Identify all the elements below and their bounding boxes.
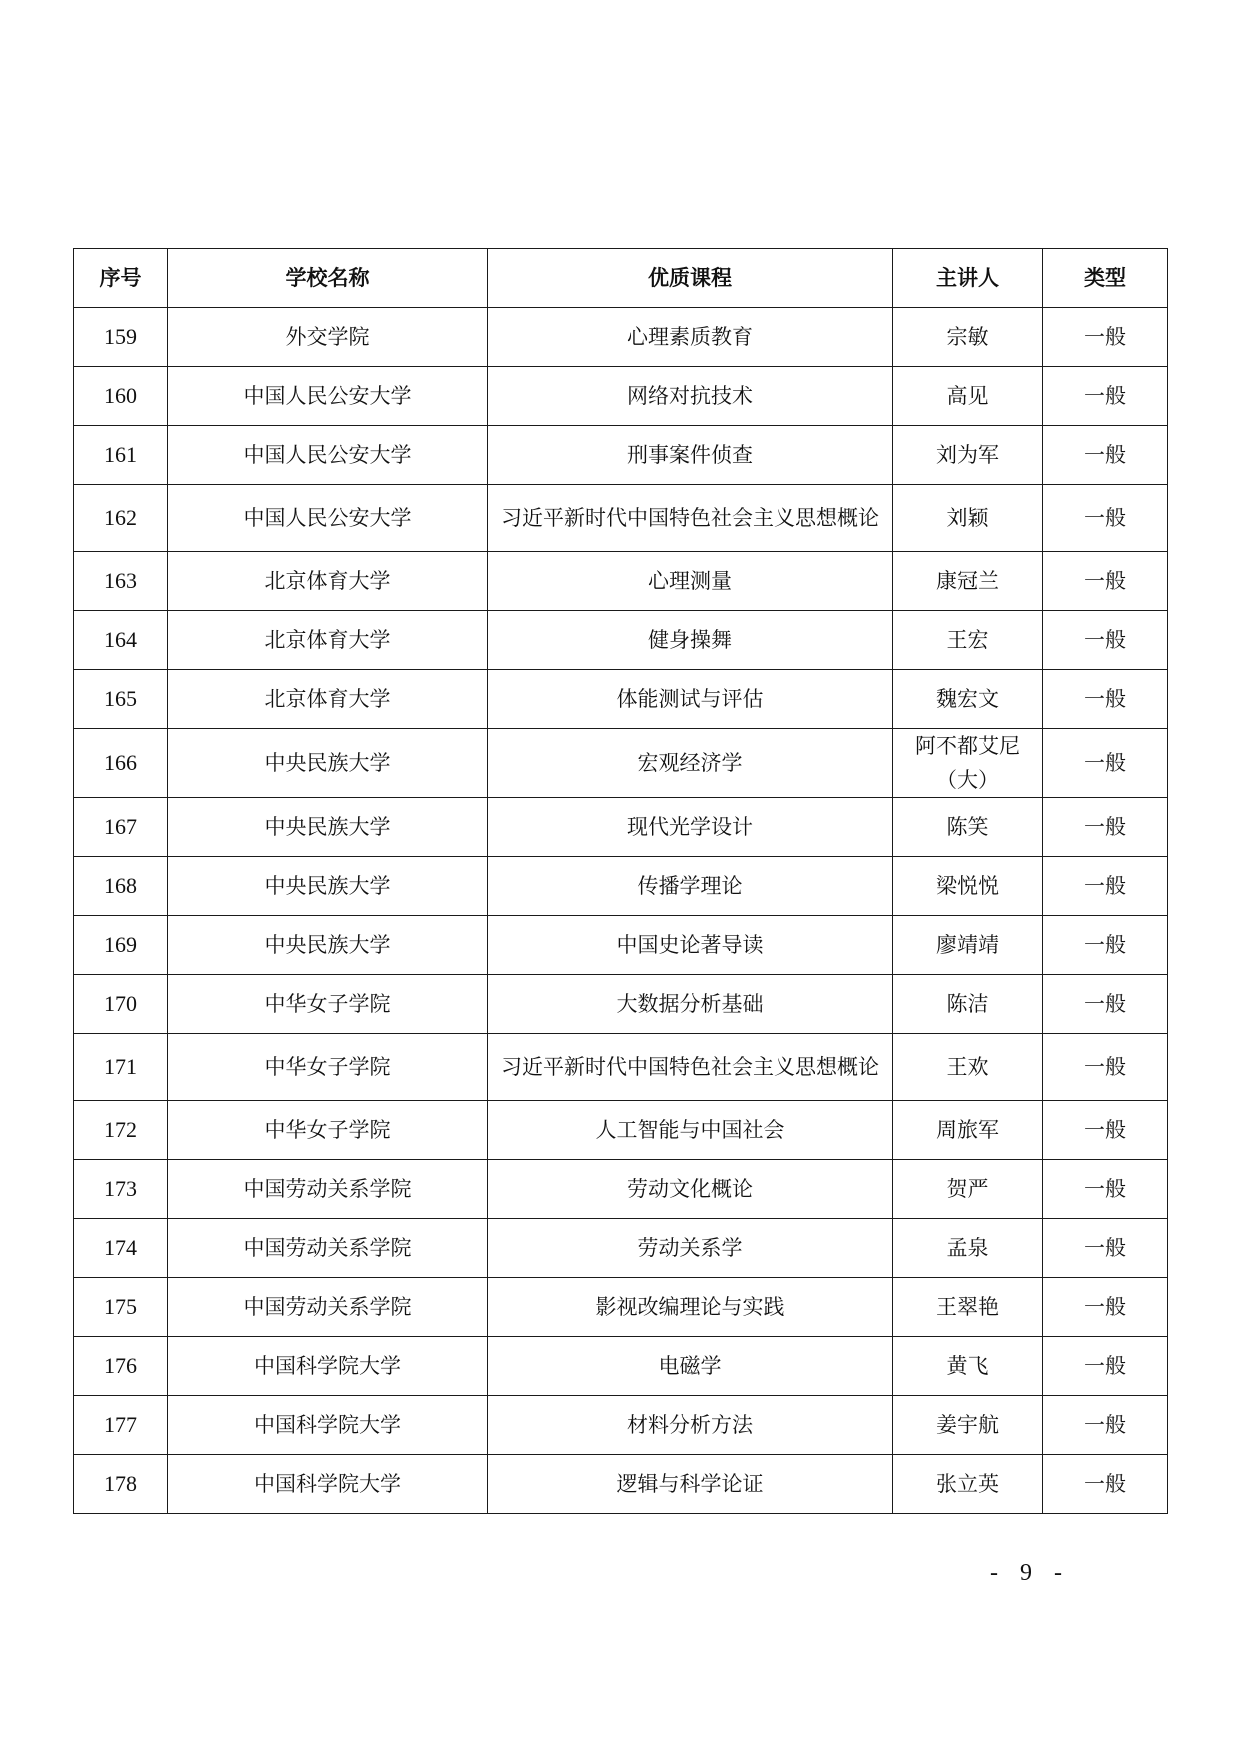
row-course: 习近平新时代中国特色社会主义思想概论 <box>488 485 893 552</box>
row-school: 中央民族大学 <box>168 729 488 798</box>
table-row <box>74 798 1168 857</box>
row-type: 一般 <box>1043 916 1168 975</box>
row-school: 北京体育大学 <box>168 611 488 670</box>
course-table <box>73 248 1168 1514</box>
row-lecturer: 刘为军 <box>893 426 1043 485</box>
row-no: 177 <box>74 1396 168 1455</box>
row-lecturer: 陈洁 <box>893 975 1043 1034</box>
row-no: 175 <box>74 1278 168 1337</box>
row-type: 一般 <box>1043 367 1168 426</box>
row-school: 北京体育大学 <box>168 670 488 729</box>
table-row <box>74 729 1168 798</box>
row-school: 中国科学院大学 <box>168 1396 488 1455</box>
table-row <box>74 1396 1168 1455</box>
row-lecturer: 康冠兰 <box>893 552 1043 611</box>
row-school: 中国人民公安大学 <box>168 426 488 485</box>
table-row <box>74 857 1168 916</box>
row-lecturer: 魏宏文 <box>893 670 1043 729</box>
row-lecturer: 黄飞 <box>893 1337 1043 1396</box>
row-no: 159 <box>74 308 168 367</box>
table-row <box>74 1160 1168 1219</box>
row-type: 一般 <box>1043 975 1168 1034</box>
row-type: 一般 <box>1043 426 1168 485</box>
row-no: 162 <box>74 485 168 552</box>
row-school: 中国劳动关系学院 <box>168 1219 488 1278</box>
row-course: 心理测量 <box>488 552 893 611</box>
table-row <box>74 916 1168 975</box>
row-lecturer: 高见 <box>893 367 1043 426</box>
header-school: 学校名称 <box>168 249 488 308</box>
row-no: 170 <box>74 975 168 1034</box>
row-no: 176 <box>74 1337 168 1396</box>
row-course: 逻辑与科学论证 <box>488 1455 893 1514</box>
row-school: 中华女子学院 <box>168 1034 488 1101</box>
row-course: 网络对抗技术 <box>488 367 893 426</box>
table-header <box>74 249 1168 308</box>
row-type: 一般 <box>1043 1034 1168 1101</box>
row-school: 中国劳动关系学院 <box>168 1278 488 1337</box>
row-school: 中国劳动关系学院 <box>168 1160 488 1219</box>
page-number: - 9 - <box>990 1560 1070 1586</box>
row-school: 中华女子学院 <box>168 975 488 1034</box>
row-no: 167 <box>74 798 168 857</box>
row-no: 164 <box>74 611 168 670</box>
row-type: 一般 <box>1043 1396 1168 1455</box>
row-lecturer: 刘颖 <box>893 485 1043 552</box>
row-course: 大数据分析基础 <box>488 975 893 1034</box>
row-type: 一般 <box>1043 729 1168 798</box>
header-type: 类型 <box>1043 249 1168 308</box>
row-course: 宏观经济学 <box>488 729 893 798</box>
row-type: 一般 <box>1043 308 1168 367</box>
row-lecturer: 周旅军 <box>893 1101 1043 1160</box>
row-type: 一般 <box>1043 485 1168 552</box>
row-course: 劳动关系学 <box>488 1219 893 1278</box>
table-row <box>74 1278 1168 1337</box>
row-lecturer: 姜宇航 <box>893 1396 1043 1455</box>
row-no: 163 <box>74 552 168 611</box>
row-course: 体能测试与评估 <box>488 670 893 729</box>
row-course: 习近平新时代中国特色社会主义思想概论 <box>488 1034 893 1101</box>
row-lecturer: 孟泉 <box>893 1219 1043 1278</box>
row-lecturer: 张立英 <box>893 1455 1043 1514</box>
row-school: 中央民族大学 <box>168 916 488 975</box>
row-no: 174 <box>74 1219 168 1278</box>
table-row <box>74 1034 1168 1101</box>
row-lecturer: 梁悦悦 <box>893 857 1043 916</box>
row-school: 中国科学院大学 <box>168 1455 488 1514</box>
row-school: 中国人民公安大学 <box>168 367 488 426</box>
header-row <box>74 249 1168 308</box>
row-type: 一般 <box>1043 670 1168 729</box>
row-type: 一般 <box>1043 1278 1168 1337</box>
row-type: 一般 <box>1043 1337 1168 1396</box>
table-row <box>74 611 1168 670</box>
row-school: 外交学院 <box>168 308 488 367</box>
row-course: 传播学理论 <box>488 857 893 916</box>
row-school: 中国科学院大学 <box>168 1337 488 1396</box>
header-lecturer: 主讲人 <box>893 249 1043 308</box>
row-no: 165 <box>74 670 168 729</box>
row-no: 169 <box>74 916 168 975</box>
row-no: 166 <box>74 729 168 798</box>
table-row <box>74 367 1168 426</box>
row-no: 172 <box>74 1101 168 1160</box>
row-lecturer: 宗敏 <box>893 308 1043 367</box>
row-course: 刑事案件侦查 <box>488 426 893 485</box>
row-type: 一般 <box>1043 798 1168 857</box>
row-lecturer: 陈笑 <box>893 798 1043 857</box>
row-school: 中央民族大学 <box>168 798 488 857</box>
table-row <box>74 485 1168 552</box>
row-course: 心理素质教育 <box>488 308 893 367</box>
table-row <box>74 1101 1168 1160</box>
row-course: 影视改编理论与实践 <box>488 1278 893 1337</box>
row-type: 一般 <box>1043 1160 1168 1219</box>
table-row <box>74 426 1168 485</box>
row-no: 173 <box>74 1160 168 1219</box>
table-row <box>74 1455 1168 1514</box>
row-type: 一般 <box>1043 611 1168 670</box>
table-row <box>74 670 1168 729</box>
row-no: 160 <box>74 367 168 426</box>
table-row <box>74 1337 1168 1396</box>
row-course: 中国史论著导读 <box>488 916 893 975</box>
row-no: 178 <box>74 1455 168 1514</box>
row-course: 人工智能与中国社会 <box>488 1101 893 1160</box>
row-course: 健身操舞 <box>488 611 893 670</box>
row-lecturer: 王宏 <box>893 611 1043 670</box>
row-lecturer: 廖靖靖 <box>893 916 1043 975</box>
header-course: 优质课程 <box>488 249 893 308</box>
row-lecturer: 阿不都艾尼（大） <box>893 729 1043 798</box>
row-type: 一般 <box>1043 857 1168 916</box>
row-type: 一般 <box>1043 1455 1168 1514</box>
header-no: 序号 <box>74 249 168 308</box>
row-lecturer: 王欢 <box>893 1034 1043 1101</box>
row-course: 电磁学 <box>488 1337 893 1396</box>
row-lecturer: 王翠艳 <box>893 1278 1043 1337</box>
table-row <box>74 552 1168 611</box>
row-school: 中华女子学院 <box>168 1101 488 1160</box>
row-school: 中国人民公安大学 <box>168 485 488 552</box>
row-no: 171 <box>74 1034 168 1101</box>
row-course: 材料分析方法 <box>488 1396 893 1455</box>
row-no: 161 <box>74 426 168 485</box>
row-course: 现代光学设计 <box>488 798 893 857</box>
row-type: 一般 <box>1043 552 1168 611</box>
row-type: 一般 <box>1043 1101 1168 1160</box>
row-type: 一般 <box>1043 1219 1168 1278</box>
row-school: 北京体育大学 <box>168 552 488 611</box>
table-row <box>74 1219 1168 1278</box>
table-body <box>74 308 1168 1514</box>
course-list-document <box>73 248 1167 1514</box>
row-no: 168 <box>74 857 168 916</box>
row-school: 中央民族大学 <box>168 857 488 916</box>
row-lecturer: 贺严 <box>893 1160 1043 1219</box>
table-row <box>74 975 1168 1034</box>
row-course: 劳动文化概论 <box>488 1160 893 1219</box>
table-row <box>74 308 1168 367</box>
